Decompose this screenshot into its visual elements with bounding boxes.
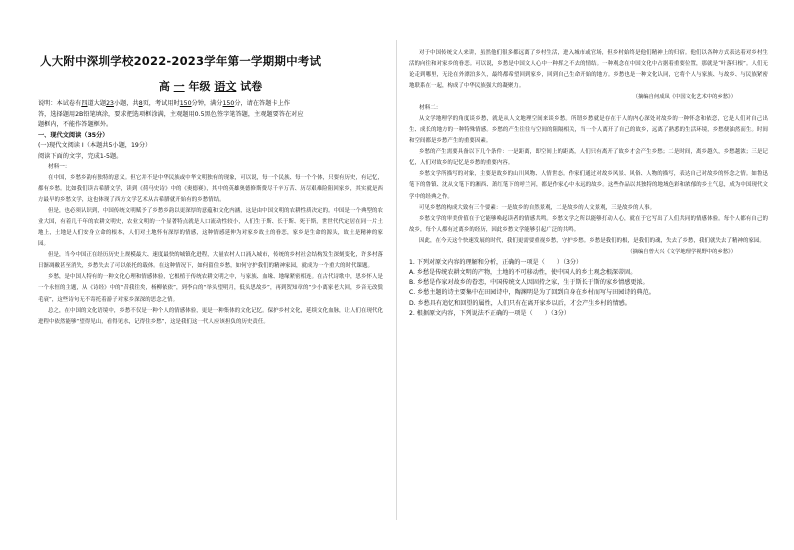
question-1-option-a: A. 乡愁是传统农耕文明的产物，土地的不可移动性，使中国人的乡土观念根深蒂固。 (409, 268, 637, 276)
material-2-paragraph: 乡愁的产生需要具备以下几个条件：一是距离，即空间上的距离，人们只有离开了故乡才会产生乡愁；二是时间，离乡越久，乡愁越浓；三是记忆，人们对故乡的记忆是乡愁的重要内容。 (409, 149, 768, 167)
material-2-paragraph: 可见乡愁的构成大致有三个要素：一是故乡的自然景观，二是故乡的人文景观，三是故乡的人事。 (419, 204, 656, 211)
material-2-paragraph: 乡愁文学的审美价值在于它能够唤起读者的情感共鸣。乡愁文学之所以能够打动人心，就在于它写出了人们共同的情感体验。每个人都有自己的故乡，每个人都有过离乡的经历，因此乡愁文学能够引起广泛的共鸣。 (409, 215, 768, 233)
material-1-paragraph: 但是，也必须认识到，中国传统文明赋予了乡愁乡韵以更深厚的意蕴和文化内涵，这是由中国文明的农耕性质决定的。中国是一个典型的农业大国，有着几千年的农耕文明史，农业文明的一个显著特点就是人口流动性较小，人们生于斯、长于斯、死于斯，世世代代定居在同一片土地上，土地是人们安身立命的根本，人们对土地怀有深厚的情感，这种情感延伸为对家乡故土的眷恋，家乡是生命的源头，故土是精神的家园。 (38, 208, 383, 248)
material-1-paragraph: 但是，当今中国正在经历历史上规模最大、速度最快的城镇化进程，大量农村人口涌入城市，传统的乡村社会结构发生深刻变化，许多村落日渐凋敝甚至消失，乡愁失去了可以依托的载体。在这种情况下，如何留住乡愁，如何守护我们的精神家园，就成为一个重大的时代课题。 (38, 252, 383, 270)
instructions-line-1: 说明：本试卷有四道大题23小题，共8页，考试用时150分钟，满分150分，请在答题卡上作 (38, 100, 290, 107)
right-column-body (409, 48, 768, 319)
source-citation-2: （摘编自曾大兴《文学地理学视野中的乡愁》） (627, 248, 736, 255)
instructions-line-3: 题框内，不能作答题框外。 (38, 121, 113, 128)
instructions (38, 99, 383, 328)
question-1: 1. 下列对原文内容的理解和分析，正确的一项是（ ）（3分） (409, 258, 583, 266)
question-1-option-c: C. 乡愁主题的诗主要集中在田园诗中，陶渊明是为了回到自身在乡村而写与田园诗的典范。 (409, 289, 655, 297)
grade-label: 高 (158, 80, 170, 93)
exam-type: 试卷 (240, 80, 263, 93)
material-1-paragraph: 总之，在中国的文化语境中，乡愁不仅是一种个人的情感体验，更是一种集体的文化记忆。保护乡村文化，延续文化血脉，让人们在现代化进程中依然能够“望得见山，看得见水，记得住乡愁”，这是我们这一代人应该担负的历史责任。 (38, 307, 383, 325)
subsection-title: (一)现代文阅读 I（本题共5小题，19分） (38, 142, 152, 149)
material-1-paragraph: 在中国，乡愁乡韵有独特的意义。但它并不是中华民族或中华文明独有的现象，可以说，每一个民族、每一个个体，只要有历史，有记忆，都有乡愁。比如我们读古希腊文学，读到《荷马史诗》中的《奥德赛》，其中的英雄奥德修斯费尽千辛万苦、历尽艰难险阻回家乡，其实就是西方最早的乡愁文学，这也体现了西方文学艺术从古希腊就开始有的乡愁情结。 (38, 175, 383, 204)
section-title: 一、现代文阅读（35分） (38, 131, 109, 139)
material-2-paragraph: 因此，在今天这个快速发展的时代，我们更需要重视乡愁，守护乡愁。乡愁是我们的根，是我们的魂，失去了乡愁，我们就失去了精神的家园。 (419, 237, 765, 244)
material-2-paragraph: 从文学地理学的角度谈乡愁，就是从人文地理空间来谈乡愁。所谓乡愁就是存在于人的内心深处对故乡的一种怀念和依恋，它是人们对自己出生、成长的地方的一种特殊情感。乡愁的产生往往与空间的阻隔相关，当一个人离开了自己的故乡，远离了熟悉的生活环境，乡愁便油然而生。时间和空间都是乡愁产生的重要因素。 (409, 116, 768, 145)
exam-title (38, 78, 383, 94)
subject: 语文 (214, 80, 237, 93)
material-2-label: 材料二： (419, 105, 442, 112)
right-column (397, 0, 794, 550)
question-2: 2. 根据原文内容，下列说法不正确的一项是（ ）（3分） (409, 309, 570, 317)
school-title: 人大附中深圳学校2022-2023学年第一学期期中考试 (40, 54, 322, 68)
question-1-option-d: D. 乡愁具有追忆和回望的属性，人们只有在离开家乡以后，才会产生乡村的情感。 (409, 299, 631, 307)
material-2-paragraph: 乡愁文学所描写的对象，主要是故乡的山川风物、人情世态。作家们通过对故乡风景、风俗、人物的描写，表达自己对故乡的怀念之情。如鲁迅笔下的鲁镇、沈从文笔下的湘西、萧红笔下的呼兰河，都是作家心中永远的故乡。这些作品以其独特的地域色彩和浓郁的乡土气息，成为中国现代文学中的经典之作。 (409, 171, 768, 200)
intro-paragraph: 对于中国传统文人来讲，虽然他们很多都远离了乡村生活，进入城市或官场，但乡村始终是他们精神上的归宿。他们以各种方式表达着对乡村生活的向往和对家乡的眷恋。可以说，乡愁是中国文人心中一种挥之不去的情结。一种观念在中国文化中占据着重要位置，那就是“叶落归根”。人们无论走到哪里，无论在外漂泊多久，最终都希望回到家乡，回到自己生命开始的地方。乡愁也是一种文化认同，它将个人与家族、与故乡、与民族紧密地联系在一起，构成了中华民族强大的凝聚力。 (409, 50, 768, 90)
question-1-option-b: B. 乡愁是作家对故乡的眷恋，中国传统文人因固持之家，生于斯长于斯的家乡情感更浓。 (409, 279, 649, 287)
instructions-line-2: 答，选择题用2B铅笔填涂，要求把选项框涂满，主观题用0.5黑色签字笔答题，主观题要答在对应 (38, 110, 304, 118)
material-1-label: 材料一： (48, 164, 71, 170)
grade-suffix: 年级 (188, 80, 211, 93)
reading-direction: 阅读下面的文字，完成1-5题。 (38, 152, 123, 160)
material-1-paragraph: 乡愁，是中国人特有的一种文化心理和情感体验，它根植于传统农耕文明之中，与家族、血缘、地缘紧密相连。在古代诗歌中，思乡怀人是一个永恒的主题，从《诗经》中的“昔我往矣，杨柳依依”，到李白的“举头望明月，低头思故乡”，再到贺知章的“少小离家老大回，乡音无改鬓毛衰”，这些诗句无不寄托着游子对家乡深深的思念之情。 (38, 274, 383, 303)
grade-value: 一 (173, 80, 185, 93)
source-citation-1: （摘编自何成凤《中国文化艺术中的乡愁》） (632, 94, 736, 101)
